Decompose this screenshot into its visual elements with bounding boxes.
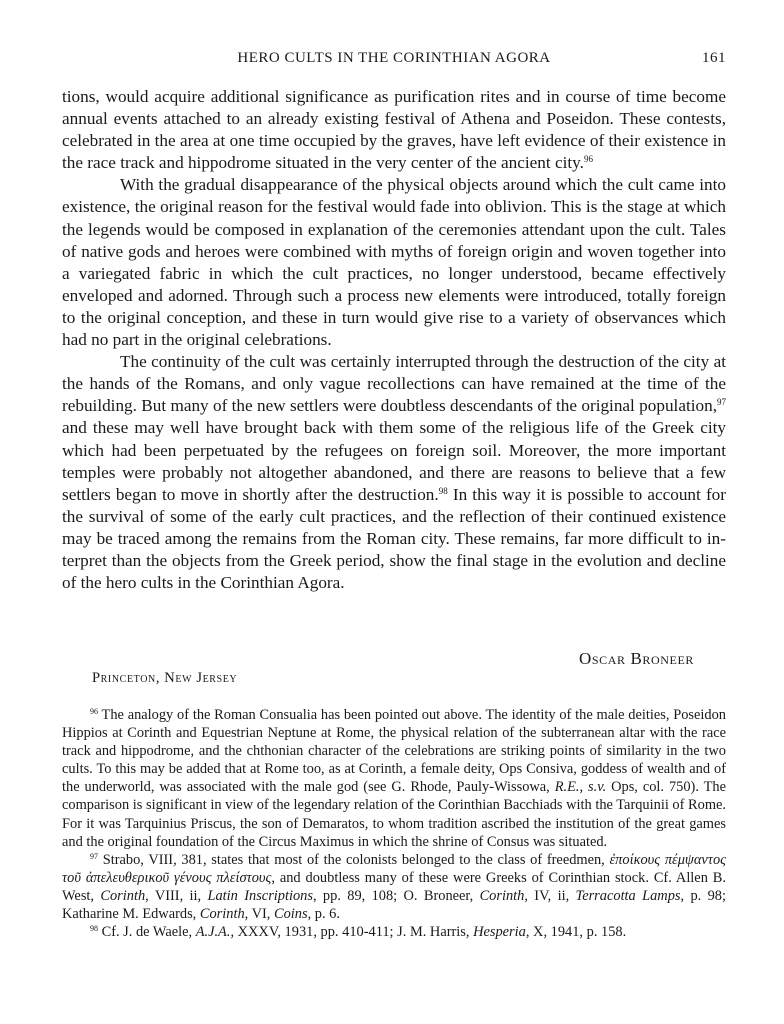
- footnote-number: 97: [90, 851, 98, 861]
- paragraph-1-text: tions, would acquire additional significance as purification rites and in course of time become annual events attached to an already existing festival of Athena and Poseidon. These contests, celebrated in the area at one time occupied by the graves, have left evidence of their existence in the race track and hippodrome situated in the very center of the ancient city.: [62, 87, 726, 173]
- paragraph-3: [62, 351, 726, 594]
- footnote-text: , VIII, ii,: [145, 887, 208, 904]
- footnote-italic: A.J.A.: [195, 924, 231, 941]
- footnote-98: [62, 923, 726, 941]
- footnote-text: , VI,: [244, 906, 274, 923]
- running-header: [62, 50, 726, 72]
- footnote-text: , X, 1941, p. 158.: [525, 924, 627, 941]
- footnote-italic: Hesperia: [473, 924, 526, 941]
- footnote-italic: Terracotta Lamps: [575, 887, 681, 904]
- footnote-italic: Coins: [273, 906, 308, 923]
- greek-quotation: ἐποίκους πέμψαντος τοῦ ἀπελευθερικοῦ γένους πλείστους: [62, 851, 726, 886]
- author-name: Oscar Broneer: [578, 649, 694, 668]
- footnote-italic: Corinth: [479, 887, 525, 904]
- footnote-italic: Latin Inscriptions: [207, 887, 313, 904]
- footnote-text: , p. 98; Katharine M. Edwards,: [62, 887, 726, 923]
- page-number: 161: [702, 50, 726, 66]
- paragraph-3-text-b: and these may well have brought back with them some of the religious life of the Greek city which had been perpetuated by the refugees on foreign soil. Moreover, the more important temples were probably not altogether abandoned, and there are reasons to believe that a few settlers began to move in shortly after the destruction.: [62, 418, 726, 504]
- footnote-number: 98: [90, 924, 98, 934]
- paragraph-1: [62, 86, 726, 174]
- footnote-text: , IV, ii,: [524, 887, 576, 904]
- footnote-ref-97: 97: [717, 397, 726, 408]
- main-text: [62, 86, 726, 594]
- footnote-italic: Corinth: [100, 887, 146, 904]
- footnote-ref-98: 98: [438, 485, 448, 496]
- footnote-italic: Corinth: [199, 906, 245, 923]
- footnote-italic: R.E., s.v.: [554, 779, 607, 796]
- footnote-text: Ops, col. 750). The comparison is significant in view of the legendary relation of the Corinthian Bacchiads with the Tarquinii of Rome. For it was Tarquinius Priscus, the son of Demaratos, to whom tradition ascribed the institution of the great games and the original foundation of the Circus Maximus in which the shrine of Consus was situated.: [62, 779, 726, 850]
- footnotes: [62, 706, 726, 941]
- footnote-ref-96: 96: [583, 154, 593, 165]
- running-title: HERO CULTS IN THE CORINTHIAN AGORA: [237, 50, 551, 66]
- footnote-96: [62, 706, 726, 851]
- footnote-number: 96: [90, 707, 98, 716]
- footnote-97: [62, 851, 726, 923]
- paragraph-3-text-a: The continuity of the cult was certainly interrupted through the destruction of the city at the hands of the Romans, and only vague recollections can have remained at the time of the rebuilding. But many of the new settlers were doubtless descendants of the original population,: [62, 352, 726, 416]
- paragraph-2-text: With the gradual disappearance of the physical objects around which the cult came into existence, the original reason for the festival would fade into oblivion. This is the stage at which the legends would be composed in explanation of the ceremonies attendant upon the cult. Tales of native gods and heroes were combined with myths of foreign origin and woven together into a variegated fabric in which the cult practices, no longer understood, became effectively enveloped and adorned. Through such a process new elements were introduced, totally foreign to the original conception, and these in turn would give rise to a variety of observances which had no part in the original celebrations.: [62, 175, 726, 350]
- footnote-text: Cf. J. de Waele,: [98, 924, 196, 941]
- footnote-text: , and doubtless many of these were Greeks of Corinthian stock. Cf. Allen B. West,: [62, 869, 726, 904]
- paragraph-2: [62, 174, 726, 351]
- footnote-text: , XXXV, 1931, pp. 410-411; J. M. Harris,: [230, 924, 474, 941]
- footnote-text: The analogy of the Roman Consualia has been pointed out above. The identity of the male deities, Poseidon Hippios at Corinth and Equestrian Neptune at Rome, the physical relation of the subterranean altar with the race track and hippodrome, and the chthonian character of the celebrations are striking points of similarity in the two cults. To this may be added that at Rome too, as at Corinth, a female deity, Ops Consiva, goddess of wealth and of the underworld, was associated with the male god (see G. Rhode, Pauly-Wissowa,: [62, 707, 726, 796]
- footnote-text: Strabo, VIII, 381, states that most of the colonists belonged to the class of freedmen,: [98, 851, 610, 868]
- footnote-text: , pp. 89, 108; O. Broneer,: [312, 887, 480, 904]
- footnote-text: , p. 6.: [307, 906, 340, 923]
- paragraph-3-text-c: In this way it is possible to account for the survival of some of the early cult practices, and the reflection of their continued existence may be traced among the remains from the Roman city. These remains, far more difficult to interpret than the objects from the Greek period, show the final stage in the evolution and decline of the hero cults in the Corinthian Agora.: [62, 484, 726, 593]
- author-place: Princeton, New Jersey: [92, 670, 238, 686]
